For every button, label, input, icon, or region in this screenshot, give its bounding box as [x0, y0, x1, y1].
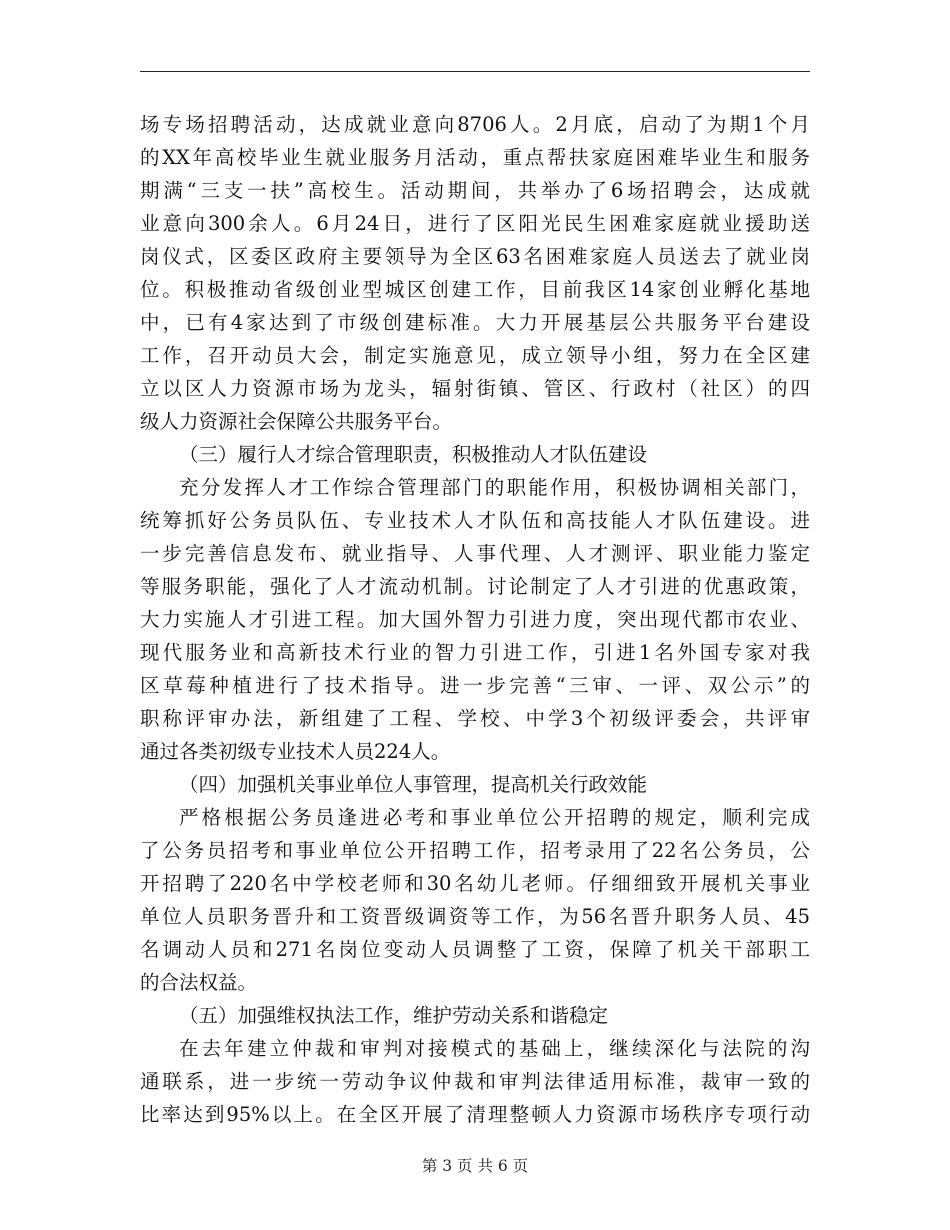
text-line: 位。积极推动省级创业型城区创建工作，目前我区14家创业孵化基地 [140, 278, 810, 301]
paragraph [140, 471, 810, 768]
text-line: 了公务员招考和事业单位公开招聘工作，招考录用了22名公务员，公 [140, 839, 810, 862]
text-line: 的XX年高校毕业生就业服务月活动，重点帮扶家庭困难毕业生和服务 [140, 146, 810, 169]
text-line: 充分发挥人才工作综合管理部门的职能作用，积极协调相关部门， [179, 476, 810, 499]
text-line: 通过各类初级专业技术人员224人。 [140, 740, 451, 763]
text-line: 在去年建立仲裁和审判对接模式的基础上，继续深化与法院的沟 [179, 1037, 810, 1060]
text-line: 中，已有4家达到了市级创建标准。大力开展基层公共服务平台建设 [140, 311, 810, 334]
paragraph [140, 801, 810, 999]
text-line: 单位人员职务晋升和工资晋级调资等工作，为56名晋升职务人员、45 [140, 905, 810, 928]
text-line: 通联系，进一步统一劳动争议仲裁和审判法律适用标准，裁审一致的 [140, 1070, 810, 1093]
text-line: 一步完善信息发布、就业指导、人事代理、人才测评、职业能力鉴定 [140, 542, 810, 565]
header-rule [140, 71, 810, 72]
section-heading: （三）履行人才综合管理职责，积极推动人才队伍建设 [179, 443, 648, 466]
text-line: 统筹抓好公务员队伍、专业技术人才队伍和高技能人才队伍建设。进 [140, 509, 810, 532]
text-line: 职称评审办法，新组建了工程、学校、中学3个初级评委会，共评审 [140, 707, 810, 730]
text-line: 立以区人力资源市场为龙头，辐射街镇、管区、行政村（社区）的四 [140, 377, 810, 400]
text-line: 等服务职能，强化了人才流动机制。讨论制定了人才引进的优惠政策， [140, 575, 810, 598]
text-line: 级人力资源社会保障公共服务平台。 [140, 410, 453, 433]
text-line: 业意向300余人。6月24日，进行了区阳光民生困难家庭就业援助送 [140, 212, 810, 235]
text-line: 场专场招聘活动，达成就业意向8706人。2月底，启动了为期1个月 [140, 113, 810, 136]
paragraph [140, 108, 810, 438]
paragraph [140, 1032, 810, 1131]
section-heading: （四）加强机关事业单位人事管理，提高机关行政效能 [179, 773, 648, 796]
document-body [140, 108, 810, 1131]
text-line: 工作，召开动员大会，制定实施意见，成立领导小组，努力在全区建 [140, 344, 810, 367]
text-line: 的合法权益。 [140, 971, 258, 994]
text-line: 岗仪式，区委区政府主要领导为全区63名困难家庭人员送去了就业岗 [140, 245, 810, 268]
text-line: 名调动人员和271名岗位变动人员调整了工资，保障了机关干部职工 [140, 938, 810, 961]
text-line: 区草莓种植进行了技术指导。进一步完善“三审、一评、双公示”的 [140, 674, 810, 697]
text-line: 严格根据公务员逢进必考和事业单位公开招聘的规定，顺利完成 [179, 806, 810, 829]
text-line: 期满“三支一扶”高校生。活动期间，共举办了6场招聘会，达成就 [140, 179, 810, 202]
page-footer: 第 3 页 共 6 页 [421, 1157, 529, 1175]
text-line: 大力实施人才引进工程。加大国外智力引进力度，突出现代都市农业、 [140, 608, 810, 631]
text-line: 现代服务业和高新技术行业的智力引进工作，引进1名外国专家对我 [140, 641, 810, 664]
text-line: 开招聘了220名中学校老师和30名幼儿老师。仔细细致开展机关事业 [140, 872, 810, 895]
section-heading: （五）加强维权执法工作，维护劳动关系和谐稳定 [179, 1004, 609, 1027]
text-line: 比率达到95%以上。在全区开展了清理整顿人力资源市场秩序专项行动 [140, 1103, 810, 1126]
